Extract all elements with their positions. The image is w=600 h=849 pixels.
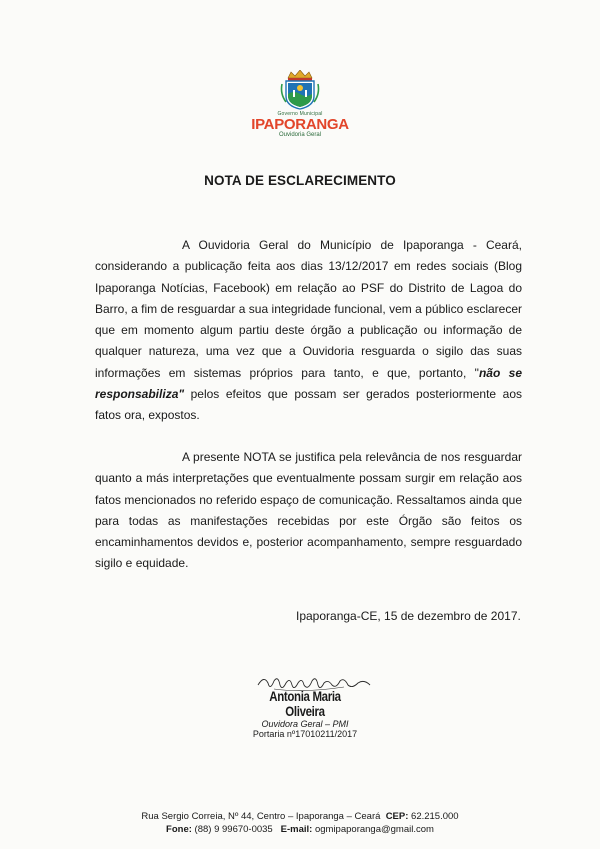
department-name: Ouvidoria Geral xyxy=(278,132,322,138)
signer-portaria: Portaria nº17010211/2017 xyxy=(252,729,358,739)
signer-role: Ouvidora Geral – PMI xyxy=(261,719,349,729)
paragraph-1-text: A Ouvidoria Geral do Município de Ipaporanga - Ceará, considerando a publicação feita aos dias 13/12/2017 em redes sociais (Blog Ipaporanga Notícias, Facebook) em relação ao PSF do Distrito de Lagoa do Barro, a fim de resguardar a sua integridade funcional, vem a público esclarecer que em momento algum partiu deste órgão a publicação ou informação de qualquer natureza, uma vez que a Ouvidoria resguarda o sigilo das suas informações em sistemas próprios para tanto, e que, portanto, " xyxy=(95,238,522,380)
city-name: IPAPORANGA xyxy=(251,116,349,133)
footer-email[interactable]: ogmipaporanga@gmail.com xyxy=(314,824,434,835)
gov-label: Governo Municipal xyxy=(277,111,323,117)
footer-contact-line xyxy=(0,823,600,836)
paragraph-1-text-end: pelos efeitos que possam ser gerados posteriormente aos fatos ora, expostos. xyxy=(95,387,522,423)
paragraph-1-emphasis: não se responsabiliza" xyxy=(95,365,523,402)
footer-phone-label: Fone: xyxy=(166,824,192,835)
signer-name: Antonia Maria Oliveira xyxy=(269,689,341,719)
footer-cep-label: CEP: xyxy=(385,811,409,822)
document-title: NOTA DE ESCLARECIMENTO xyxy=(204,173,396,188)
date-line: Ipaporanga-CE, 15 de dezembro de 2017. xyxy=(296,609,521,623)
paragraph-2: A presente NOTA se justifica pela relevância de nos resguardar quanto a más interpretações que eventualmente possam surgir em relação aos fatos mencionados no referido espaço de comunicação. Ressaltamos ainda que para todas as manifestações recebidas por este Órgão são feitos os encaminhamentos devidos e, posterior acompanhamento, sempre resguardado sigilo e equidade. xyxy=(95,450,522,571)
footer-address-line xyxy=(0,810,600,823)
footer-cep: 62.215.000 xyxy=(411,811,459,822)
footer xyxy=(0,810,600,836)
header-logo xyxy=(250,70,350,138)
municipal-crest-icon xyxy=(278,70,322,110)
footer-email-label: E-mail: xyxy=(280,824,313,835)
signature-block xyxy=(240,675,370,739)
footer-address: Rua Sergio Correia, Nº 44, Centro – Ipaporanga – Ceará xyxy=(141,811,381,822)
footer-phone: (88) 9 99670-0035 xyxy=(194,824,273,835)
paragraph-1 xyxy=(95,235,522,427)
